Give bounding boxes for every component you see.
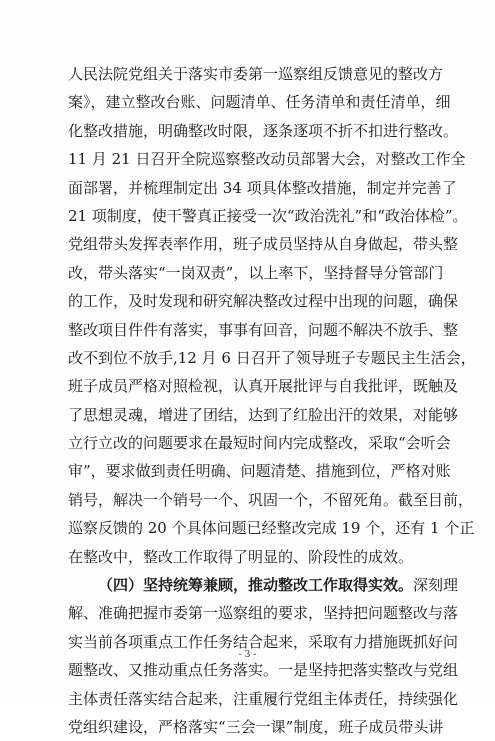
paragraph-line: 面部署，并梳理制定出 34 项具体整改措施，制定并完善了	[68, 178, 457, 197]
paragraph-line: 巡察反馈的 20 个具体问题已经整改完成 19 个，还有 1 个正	[68, 519, 475, 538]
paragraph-line: 主体责任落实结合起来，注重履行党组主体责任，持续强化	[68, 689, 459, 708]
paragraph-line: 案》，建立整改台账、问题清单、任务清单和责任清单，细	[68, 93, 451, 112]
paragraph-line: 化整改措施，明确整改时限，逐条逐项不折不扣进行整改。	[68, 121, 459, 140]
paragraph-line: 题整改、又推动重点任务落实。一是坚持把落实整改与党组	[68, 661, 459, 680]
paragraph-line: 21 项制度，使干警真正接受一次“政治洗礼”和“政治体检”。	[68, 206, 468, 225]
paragraph-line: 解、准确把握市委第一巡察组的要求，坚持把问题整改与落	[68, 604, 459, 623]
section-heading-continuation: 深刻理	[413, 576, 459, 595]
paragraph-line: 整改项目件件有落实，事事有回音，问题不解决不放手、整	[68, 320, 459, 339]
paragraph-line: 销号，解决一个销号一个、巩固一个，不留死角。截至目前，	[68, 490, 474, 509]
body-text	[68, 60, 476, 741]
paragraph-line: 党组带头发挥表率作用，班子成员坚持从自身做起，带头整	[68, 235, 459, 254]
section-heading: （四）坚持统筹兼顾，推动整改工作取得实效。	[98, 576, 414, 595]
paragraph-line: 的工作，及时发现和研究解决整改过程中出现的问题，确保	[68, 292, 459, 311]
paragraph-line: 立行立改的问题要求在最短时间内完成整改，采取“会听会	[68, 434, 451, 453]
paragraph-line: 11 月 21 日召开全院巡察整改动员部署大会，对整改工作全	[68, 150, 466, 169]
paragraph-line: 改，带头落实“一岗双责”，以上率下，坚持督导分管部门	[68, 263, 444, 282]
page-number: - 3 -	[238, 650, 257, 660]
paragraph-line: 了思想灵魂，增进了团结，达到了红脸出汗的效果，对能够	[68, 405, 459, 424]
paragraph-line: 在整改中，整改工作取得了明显的、阶段性的成效。	[68, 547, 414, 566]
paragraph-line: 审”，要求做到责任明确、问题清楚、措施到位，严格对账	[68, 462, 451, 481]
paragraph-line: 改不到位不放手,12 月 6 日召开了领导班子专题民主生活会，	[68, 348, 476, 367]
paragraph-line: 人民法院党组关于落实市委第一巡察组反馈意见的整改方	[68, 65, 444, 83]
paragraph-line: 党组织建设，严格落实“三会一课”制度，班子成员带头讲	[68, 717, 444, 736]
paragraph-line: 班子成员严格对照检视，认真开展批评与自我批评，既触及	[68, 377, 459, 396]
paragraph-line: 实当前各项重点工作任务结合起来，采取有力措施既抓好问	[68, 632, 459, 651]
section-heading-line	[68, 571, 459, 599]
